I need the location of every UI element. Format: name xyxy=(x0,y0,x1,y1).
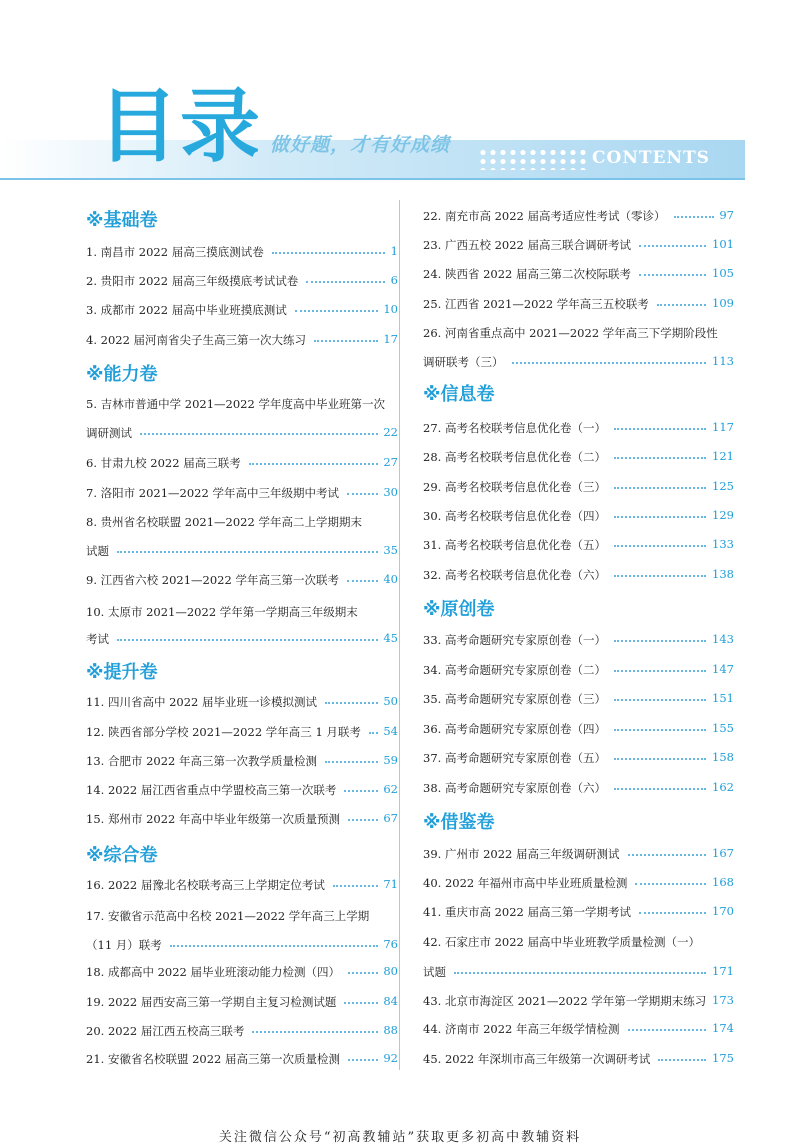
toc-page-number: 92 xyxy=(383,1051,398,1065)
toc-entry xyxy=(423,691,734,707)
toc-page-number: 67 xyxy=(383,811,398,825)
toc-entry-title: 1. 南昌市 2022 届高三摸底测试卷 xyxy=(86,245,264,259)
toc-entry-title: 7. 洛阳市 2021—2022 学年高中三年级期中考试 xyxy=(86,486,339,500)
toc-page-number: 167 xyxy=(712,846,734,860)
dot-leader xyxy=(639,912,706,914)
toc-entry xyxy=(86,485,398,501)
dot-leader xyxy=(614,457,706,459)
toc-page-number: 17 xyxy=(383,332,398,346)
toc-page-number: 30 xyxy=(383,485,398,499)
toc-entry xyxy=(86,782,398,798)
toc-entry-title: 4. 2022 届河南省尖子生高三第一次大练习 xyxy=(86,333,307,347)
toc-entry xyxy=(86,631,398,647)
toc-entry-title: 10. 太原市 2021—2022 学年第一学期高三年级期末 xyxy=(86,605,358,619)
toc-entry xyxy=(86,543,398,559)
dot-leader xyxy=(614,670,706,672)
toc-page-number: 101 xyxy=(712,237,734,251)
toc-page-number: 54 xyxy=(383,724,398,738)
toc-entry xyxy=(86,811,398,827)
toc-entry-title: 35. 高考命题研究专家原创卷（三） xyxy=(423,692,606,706)
toc-page-number: 121 xyxy=(712,449,734,463)
section-heading: ※综合卷 xyxy=(86,845,158,866)
toc-entry xyxy=(86,425,398,441)
toc-page-number: 170 xyxy=(712,904,734,918)
toc-entry-title: 11. 四川省高中 2022 届毕业班一诊模拟测试 xyxy=(86,695,318,709)
dot-leader xyxy=(614,729,706,731)
section-heading: ※原创卷 xyxy=(423,599,495,620)
toc-entry-title: 23. 广西五校 2022 届高三联合调研考试 xyxy=(423,238,632,252)
toc-entry xyxy=(423,993,734,1009)
toc-page-number: 158 xyxy=(712,750,734,764)
toc-page-number: 1 xyxy=(390,244,398,258)
toc-entry xyxy=(423,904,734,920)
toc-entry xyxy=(86,753,398,769)
toc-entry-title: 33. 高考命题研究专家原创卷（一） xyxy=(423,633,606,647)
toc-page-number: 171 xyxy=(712,964,734,978)
page-title: 目录 xyxy=(98,80,262,173)
toc-entry xyxy=(86,1023,398,1039)
toc-page-number: 35 xyxy=(383,543,398,557)
toc-entry-title: 22. 南充市高 2022 届高考适应性考试（零诊） xyxy=(423,209,666,223)
toc-page-number: 76 xyxy=(383,937,398,951)
dot-leader xyxy=(639,274,706,276)
toc-entry-title: （11 月）联考 xyxy=(86,938,162,952)
toc-entry xyxy=(423,1021,734,1037)
dot-leader xyxy=(614,487,706,489)
toc-entry-title: 29. 高考名校联考信息优化卷（三） xyxy=(423,480,606,494)
dot-leader xyxy=(170,945,378,947)
dot-leader xyxy=(628,854,706,856)
section-heading: ※基础卷 xyxy=(86,210,158,231)
dot-leader xyxy=(614,516,706,518)
header-dot-pattern xyxy=(478,148,586,170)
toc-entry xyxy=(423,354,734,370)
toc-entry xyxy=(86,1051,398,1067)
dot-leader xyxy=(614,640,706,642)
header-slogan: 做好题，才有好成绩 xyxy=(270,134,451,156)
toc-page-number: 125 xyxy=(712,479,734,493)
toc-entry xyxy=(86,877,398,893)
toc-entry-title: 40. 2022 年福州市高中毕业班质量检测 xyxy=(423,876,628,890)
toc-entry xyxy=(423,846,734,862)
dot-leader xyxy=(117,551,378,553)
toc-entry-title: 调研联考（三） xyxy=(423,355,504,369)
toc-entry xyxy=(423,508,734,524)
toc-entry-title: 25. 江西省 2021—2022 学年高三五校联考 xyxy=(423,297,649,311)
toc-entry xyxy=(423,237,734,253)
toc-entry xyxy=(86,694,398,710)
dot-leader xyxy=(252,1031,378,1033)
toc-entry-title: 18. 成都高中 2022 届毕业班滚动能力检测（四） xyxy=(86,965,341,979)
toc-entry xyxy=(86,514,398,530)
toc-entry-title: 试题 xyxy=(86,544,109,558)
toc-page-number: 10 xyxy=(383,302,398,316)
header-underline xyxy=(0,178,745,180)
dot-leader xyxy=(140,433,378,435)
dot-leader xyxy=(658,1059,706,1061)
toc-page-number: 45 xyxy=(383,631,398,645)
page-header xyxy=(0,0,800,200)
toc-page-number: 71 xyxy=(383,877,398,891)
toc-entry-title: 14. 2022 届江西省重点中学盟校高三第一次联考 xyxy=(86,783,337,797)
toc-entry-title: 36. 高考命题研究专家原创卷（四） xyxy=(423,722,606,736)
toc-entry xyxy=(423,420,734,436)
dot-leader xyxy=(117,639,378,641)
toc-page-number: 22 xyxy=(383,425,398,439)
toc-entry-title: 21. 安徽省名校联盟 2022 届高三第一次质量检测 xyxy=(86,1052,341,1066)
section-heading: ※信息卷 xyxy=(423,384,495,405)
toc-entry-title: 27. 高考名校联考信息优化卷（一） xyxy=(423,421,606,435)
toc-entry-title: 39. 广州市 2022 届高三年级调研测试 xyxy=(423,847,620,861)
toc-page-number: 147 xyxy=(712,662,734,676)
toc-entry-title: 24. 陕西省 2022 届高三第二次校际联考 xyxy=(423,267,632,281)
toc-entry-title: 41. 重庆市高 2022 届高三第一学期考试 xyxy=(423,905,632,919)
toc-page-number: 105 xyxy=(712,266,734,280)
toc-page-number: 6 xyxy=(390,273,398,287)
toc-page-number: 162 xyxy=(712,780,734,794)
toc-page-number: 50 xyxy=(383,694,398,708)
toc-entry xyxy=(86,455,398,471)
toc-entry xyxy=(423,750,734,766)
toc-page-number: 133 xyxy=(712,537,734,551)
toc-entry-title: 17. 安徽省示范高中名校 2021—2022 学年高三上学期 xyxy=(86,909,370,923)
section-heading: ※能力卷 xyxy=(86,364,158,385)
toc-page-number: 59 xyxy=(383,753,398,767)
toc-entry-title: 13. 合肥市 2022 年高三第一次教学质量检测 xyxy=(86,754,318,768)
toc-page-number: 151 xyxy=(712,691,734,705)
toc-entry-title: 31. 高考名校联考信息优化卷（五） xyxy=(423,538,606,552)
toc-page-number: 168 xyxy=(712,875,734,889)
toc-entry-title: 12. 陕西省部分学校 2021—2022 学年高三 1 月联考 xyxy=(86,725,361,739)
dot-leader xyxy=(635,883,706,885)
dot-leader xyxy=(628,1029,706,1031)
toc-entry-title: 调研测试 xyxy=(86,426,132,440)
toc-page-number: 129 xyxy=(712,508,734,522)
dot-leader xyxy=(614,699,706,701)
toc-entry-title: 5. 吉林市普通中学 2021—2022 学年度高中毕业班第一次 xyxy=(86,397,385,411)
toc-page-number: 27 xyxy=(383,455,398,469)
toc-entry-title: 38. 高考命题研究专家原创卷（六） xyxy=(423,781,606,795)
toc-entry xyxy=(86,964,398,980)
toc-entry-title: 45. 2022 年深圳市高三年级第一次调研考试 xyxy=(423,1052,651,1066)
toc-page-number: 40 xyxy=(383,572,398,586)
toc-entry-title: 44. 济南市 2022 年高三年级学情检测 xyxy=(423,1022,620,1036)
dot-leader xyxy=(639,245,706,247)
toc-entry xyxy=(423,632,734,648)
contents-label: CONTENTS xyxy=(592,148,710,168)
column-divider xyxy=(399,200,400,1070)
toc-entry xyxy=(86,724,398,740)
toc-page-number: 175 xyxy=(712,1051,734,1065)
toc-entry-title: 试题 xyxy=(423,965,446,979)
toc-entry-title: 9. 江西省六校 2021—2022 学年高三第一次联考 xyxy=(86,573,339,587)
toc-entry xyxy=(423,964,734,980)
toc-entry xyxy=(86,332,398,348)
toc-entry-title: 16. 2022 届豫北名校联考高三上学期定位考试 xyxy=(86,878,325,892)
toc-page-number: 97 xyxy=(719,208,734,222)
dot-leader xyxy=(454,972,706,974)
toc-page-number: 155 xyxy=(712,721,734,735)
toc-page-number: 88 xyxy=(383,1023,398,1037)
toc-entry-title: 6. 甘肃九校 2022 届高三联考 xyxy=(86,456,241,470)
toc-page-number: 80 xyxy=(383,964,398,978)
toc-entry xyxy=(423,567,734,583)
dot-leader xyxy=(657,304,706,306)
toc-entry xyxy=(86,244,398,260)
dot-leader xyxy=(512,362,706,364)
toc-page-number: 109 xyxy=(712,296,734,310)
toc-page-number: 62 xyxy=(383,782,398,796)
toc-entry xyxy=(423,875,734,891)
dot-leader xyxy=(614,428,706,430)
toc-entry xyxy=(423,266,734,282)
toc-entry xyxy=(423,325,734,341)
toc-entry xyxy=(423,721,734,737)
toc-entry-title: 19. 2022 届西安高三第一学期自主复习检测试题 xyxy=(86,995,337,1009)
toc-page-number: 174 xyxy=(712,1021,734,1035)
toc-entry xyxy=(86,302,398,318)
toc-entry xyxy=(86,937,398,953)
dot-leader xyxy=(614,758,706,760)
toc-entry-title: 2. 贵阳市 2022 届高三年级摸底考试试卷 xyxy=(86,274,299,288)
toc-entry xyxy=(423,208,734,224)
toc-entry-title: 42. 石家庄市 2022 届高中毕业班教学质量检测（一） xyxy=(423,935,701,949)
toc-entry xyxy=(423,934,734,950)
dot-leader xyxy=(614,788,706,790)
toc-entry xyxy=(86,994,398,1010)
toc-entry-title: 26. 河南省重点高中 2021—2022 学年高三下学期阶段性 xyxy=(423,326,718,340)
toc-entry xyxy=(86,396,398,412)
section-heading: ※借鉴卷 xyxy=(423,812,495,833)
dot-leader xyxy=(295,310,378,312)
toc-entry xyxy=(86,908,398,924)
toc-entry-title: 37. 高考命题研究专家原创卷（五） xyxy=(423,751,606,765)
toc-entry xyxy=(423,1051,734,1067)
toc-entry xyxy=(423,479,734,495)
toc-entry-title: 20. 2022 届江西五校高三联考 xyxy=(86,1024,245,1038)
toc-entry-title: 3. 成都市 2022 届高中毕业班摸底测试 xyxy=(86,303,287,317)
toc-entry-title: 43. 北京市海淀区 2021—2022 学年第一学期期末练习 xyxy=(423,994,707,1008)
toc-entry-title: 8. 贵州省名校联盟 2021—2022 学年高二上学期期末 xyxy=(86,515,362,529)
footer-note: 关注微信公众号“初高教辅站”获取更多初高中教辅资料 xyxy=(218,1130,582,1145)
toc-page-number: 84 xyxy=(383,994,398,1008)
toc-page-number: 143 xyxy=(712,632,734,646)
toc-entry xyxy=(423,296,734,312)
toc-entry xyxy=(423,662,734,678)
toc-entry xyxy=(86,273,398,289)
toc-entry xyxy=(423,449,734,465)
dot-leader xyxy=(614,545,706,547)
toc-entry-title: 30. 高考名校联考信息优化卷（四） xyxy=(423,509,606,523)
toc-entry-title: 考试 xyxy=(86,632,109,646)
toc-entry xyxy=(423,780,734,796)
dot-leader xyxy=(614,575,706,577)
dot-leader xyxy=(249,463,378,465)
toc-page-number: 113 xyxy=(712,354,734,368)
toc-entry xyxy=(86,572,398,588)
toc-page-number: 138 xyxy=(712,567,734,581)
toc-page-number: 173 xyxy=(712,993,734,1007)
toc-entry-title: 28. 高考名校联考信息优化卷（二） xyxy=(423,450,606,464)
toc-page-number: 117 xyxy=(712,420,734,434)
toc-entry-title: 32. 高考名校联考信息优化卷（六） xyxy=(423,568,606,582)
toc-entry xyxy=(86,604,398,620)
toc-entry-title: 34. 高考命题研究专家原创卷（二） xyxy=(423,663,606,677)
toc-entry-title: 15. 郑州市 2022 年高中毕业年级第一次质量预测 xyxy=(86,812,341,826)
section-heading: ※提升卷 xyxy=(86,662,158,683)
toc-entry xyxy=(423,537,734,553)
